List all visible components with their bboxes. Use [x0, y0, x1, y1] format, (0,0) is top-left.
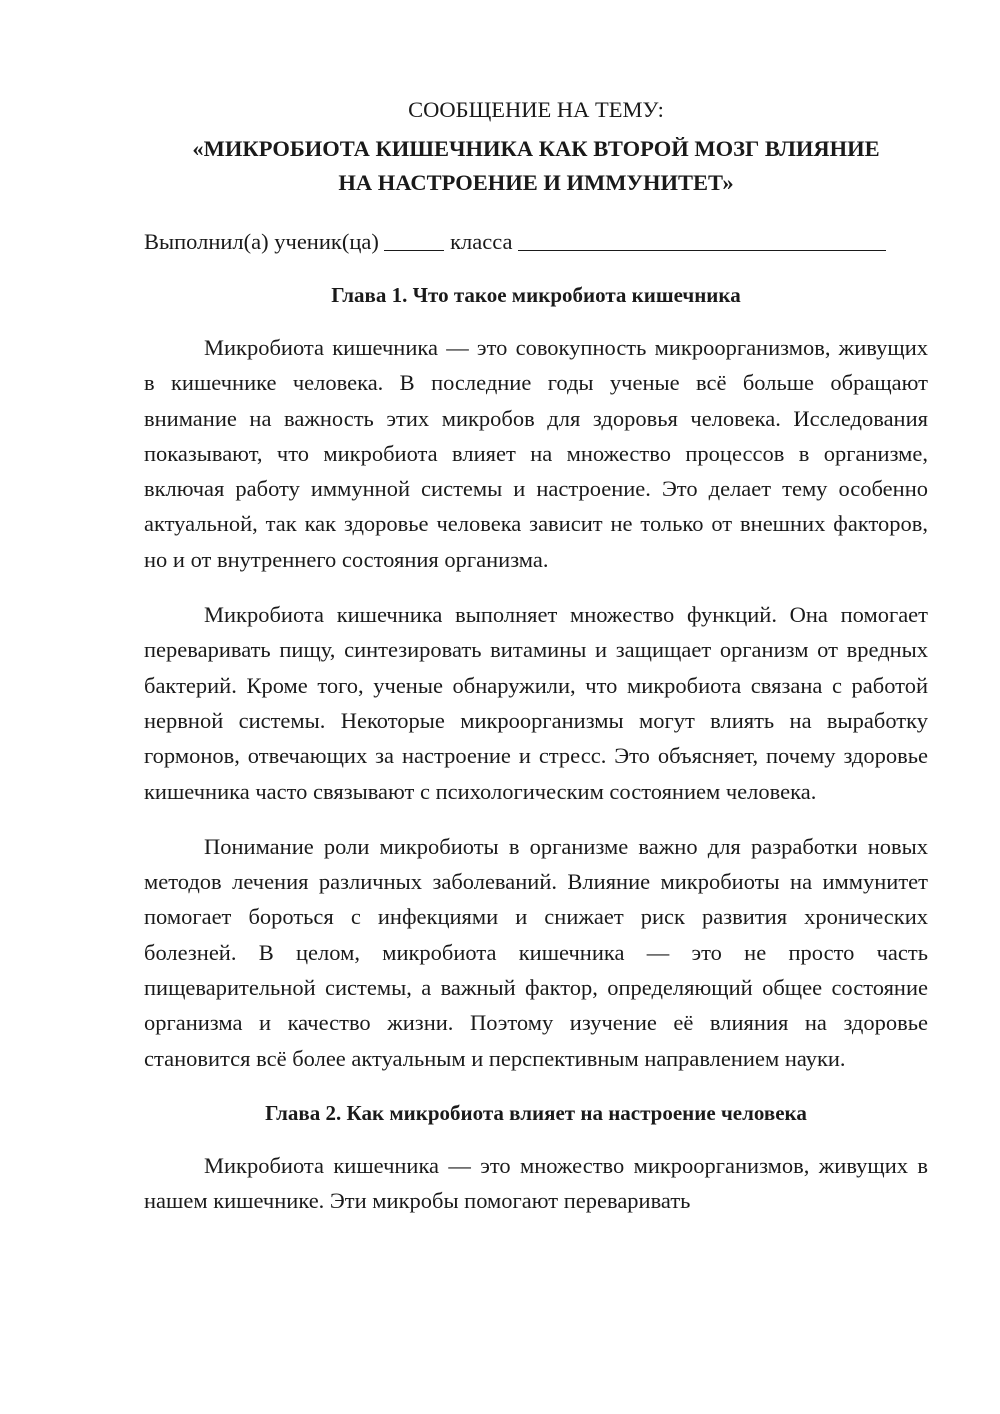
chapter-1-paragraph-2: Микробиота кишечника выполняет множество функций. Она помогает переваривать пищу, синтезировать витамины и защищает организм от вредных бактерий. Кроме того, ученые обнаружили, что микробиота связана с работой нервной системы. Некоторые микроорганизмы могут влиять на выработку гормонов, отвечающих за настроение и стресс. Это объясняет, почему здоровье кишечника часто связывают с психологическим состоянием человека.: [144, 602, 928, 804]
author-line: [144, 224, 928, 260]
report-header: СООБЩЕНИЕ НА ТЕМУ:: [408, 97, 664, 122]
chapter-2-paragraph-1: Микробиота кишечника — это множество микроорганизмов, живущих в нашем кишечнике. Эти микробы помогают переваривать: [144, 1152, 928, 1214]
name-blank: [518, 228, 886, 251]
chapter-1-paragraph-1: Микробиота кишечника — это совокупность микроорганизмов, живущих в кишечнике человека. В последние годы ученые всё больше обращают внимание на важность этих микробов для здоровья человека. Исследования показывают, что микробиота влияет на множество процессов в организме, включая работу иммунной системы и настроение. Это делает тему особенно актуальной, так как здоровье человека зависит не только от внешних факторов, но и от внутреннего состояния организма.: [144, 335, 928, 572]
chapter-1-paragraph-3: Понимание роли микробиоты в организме важно для разработки новых методов лечения различных заболеваний. Влияние микробиоты на иммунитет помогает бороться с инфекциями и снижает риск развития хронических болезней. В целом, микробиота кишечника — это не просто часть пищеварительной системы, а важный фактор, определяющий общее состояние организма и качество жизни. Поэтому изучение её влияния на здоровье становится всё более актуальным и перспективным направлением науки.: [144, 833, 928, 1071]
report-title: [144, 132, 928, 200]
author-line-middle: класса: [450, 229, 513, 254]
document-body: [144, 92, 928, 1219]
chapter-2-heading: Глава 2. Как микробиота влияет на настроение человека: [265, 1100, 807, 1125]
author-line-prefix: Выполнил(а) ученик(ца): [144, 229, 379, 254]
chapter-1-heading: Глава 1. Что такое микробиота кишечника: [331, 283, 741, 307]
report-title-line-2: НА НАСТРОЕНИЕ И ИММУНИТЕТ»: [338, 170, 734, 195]
grade-blank: [384, 228, 444, 251]
report-title-line-1: «МИКРОБИОТА КИШЕЧНИКА КАК ВТОРОЙ МОЗГ ВЛИЯНИЕ: [192, 136, 880, 161]
